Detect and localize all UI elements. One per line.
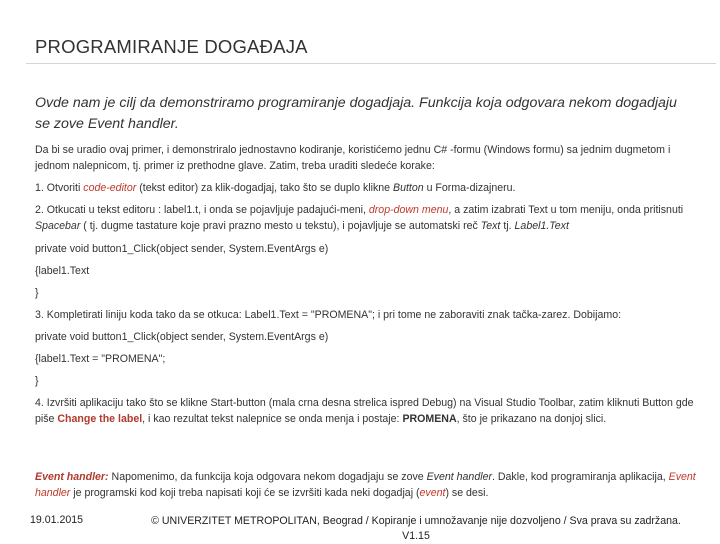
code-2-line-3: } bbox=[35, 375, 39, 387]
step-1-suffix: u Forma-dizajneru. bbox=[423, 182, 516, 194]
code-1-line-1: private void button1_Click(object sender, System.EventArgs e) bbox=[35, 243, 329, 255]
footer-date: 19.01.2015 bbox=[30, 514, 84, 526]
step-1-prefix: 1. Otvoriti bbox=[35, 182, 84, 194]
step-4-mid: , i kao rezultat tekst nalepnice se onda menja i postaje: bbox=[142, 412, 403, 425]
event-handler-note bbox=[35, 470, 700, 502]
step-2-prefix: 2. Otkucati u tekst editoru : label1.t, i onda se pojavljuje padajući-meni, bbox=[35, 204, 369, 216]
step-1 bbox=[35, 181, 700, 197]
slide-title: PROGRAMIRANJE DOGAĐAJA bbox=[35, 36, 308, 57]
spacebar-term: Spacebar bbox=[35, 219, 81, 232]
step-2-mid2: ( tj. dugme tastature koje pravi prazno mesto u tekstu), i pojavljuje se automatski reč bbox=[80, 219, 481, 232]
button-term: Button bbox=[393, 182, 424, 194]
slide-footer bbox=[0, 511, 720, 540]
step-1-mid: (tekst editor) za klik-dogadjaj, tako što se duplo klikne bbox=[136, 182, 394, 194]
step-4 bbox=[35, 396, 700, 428]
change-label-term: Change the label bbox=[57, 412, 143, 425]
step-3: 3. Kompletirati liniju koda tako da se otkuca: Label1.Text = "PROMENA"; i pri tome ne zaboraviti znak tačka-zarez. Dobijamo: bbox=[35, 309, 622, 321]
step-4-suffix: , što je prikazano na donjoj slici. bbox=[456, 412, 607, 425]
code-1-line-3: } bbox=[35, 287, 39, 299]
step-4-prefix: 4. Izvršiti aplikaciju tako što se klikne Start-button (mala crna desna strelica ispred Debug) na Visual Studio Toolbar, zatim kliknuti Button gde piše bbox=[35, 397, 694, 425]
event-handler-term-2: Event handler bbox=[426, 471, 492, 483]
code-2-line-2: {label1.Text = "PROMENA"; bbox=[35, 353, 166, 365]
lead-paragraph: Ovde nam je cilj da demonstriramo programiranje dogadjaja. Funkcija koja odgovara nekom dogadjaju se zove Event handler. bbox=[35, 95, 677, 132]
code-editor-term: code-editor bbox=[83, 182, 137, 194]
intro-paragraph: Da bi se uradio ovaj primer, i demonstriralo jednostavno kodiranje, koristićemo jednu C# -formu (Windows formu) sa jednim dugmetom i jednom nalepnicom, tj. primer iz prethodne glave. Zatim, treba uraditi sledeće korake: bbox=[35, 144, 671, 172]
event-handler-term-3: Event handler bbox=[35, 471, 696, 499]
title-divider bbox=[26, 63, 716, 64]
event-term: event bbox=[419, 486, 446, 499]
label-text-term: Label1.Text bbox=[514, 219, 569, 232]
note-part-1: Napomenimo, da funkcija koja odgovara nekom dogadjaju se zove bbox=[108, 471, 427, 483]
note-part-3: je programski kod koji treba napisati koji će se izvršiti kada neki dogadjaj ( bbox=[70, 486, 420, 499]
footer-copyright: © UNIVERZITET METROPOLITAN, Beograd / Kopiranje i umnožavanje nije dozvoljeno / Sva prava su zadržana. V1.15 bbox=[151, 515, 681, 542]
promena-term: PROMENA bbox=[402, 412, 457, 425]
text-term: Text bbox=[480, 219, 501, 232]
step-2-mid3: tj. bbox=[500, 219, 515, 232]
step-2 bbox=[35, 203, 700, 235]
code-2-line-1: private void button1_Click(object sender, System.EventArgs e) bbox=[35, 331, 329, 343]
dropdown-term: drop-down menu bbox=[368, 204, 449, 216]
step-2-mid1: , a zatim izabrati Text u tom meniju, onda pritisnuti bbox=[448, 204, 684, 216]
note-part-2: . Dakle, kod programiranja aplikacija, bbox=[491, 471, 669, 483]
code-1-line-2: {label1.Text bbox=[35, 265, 90, 277]
note-part-4: ) se desi. bbox=[445, 486, 489, 499]
event-handler-heading: Event handler: bbox=[35, 471, 109, 483]
